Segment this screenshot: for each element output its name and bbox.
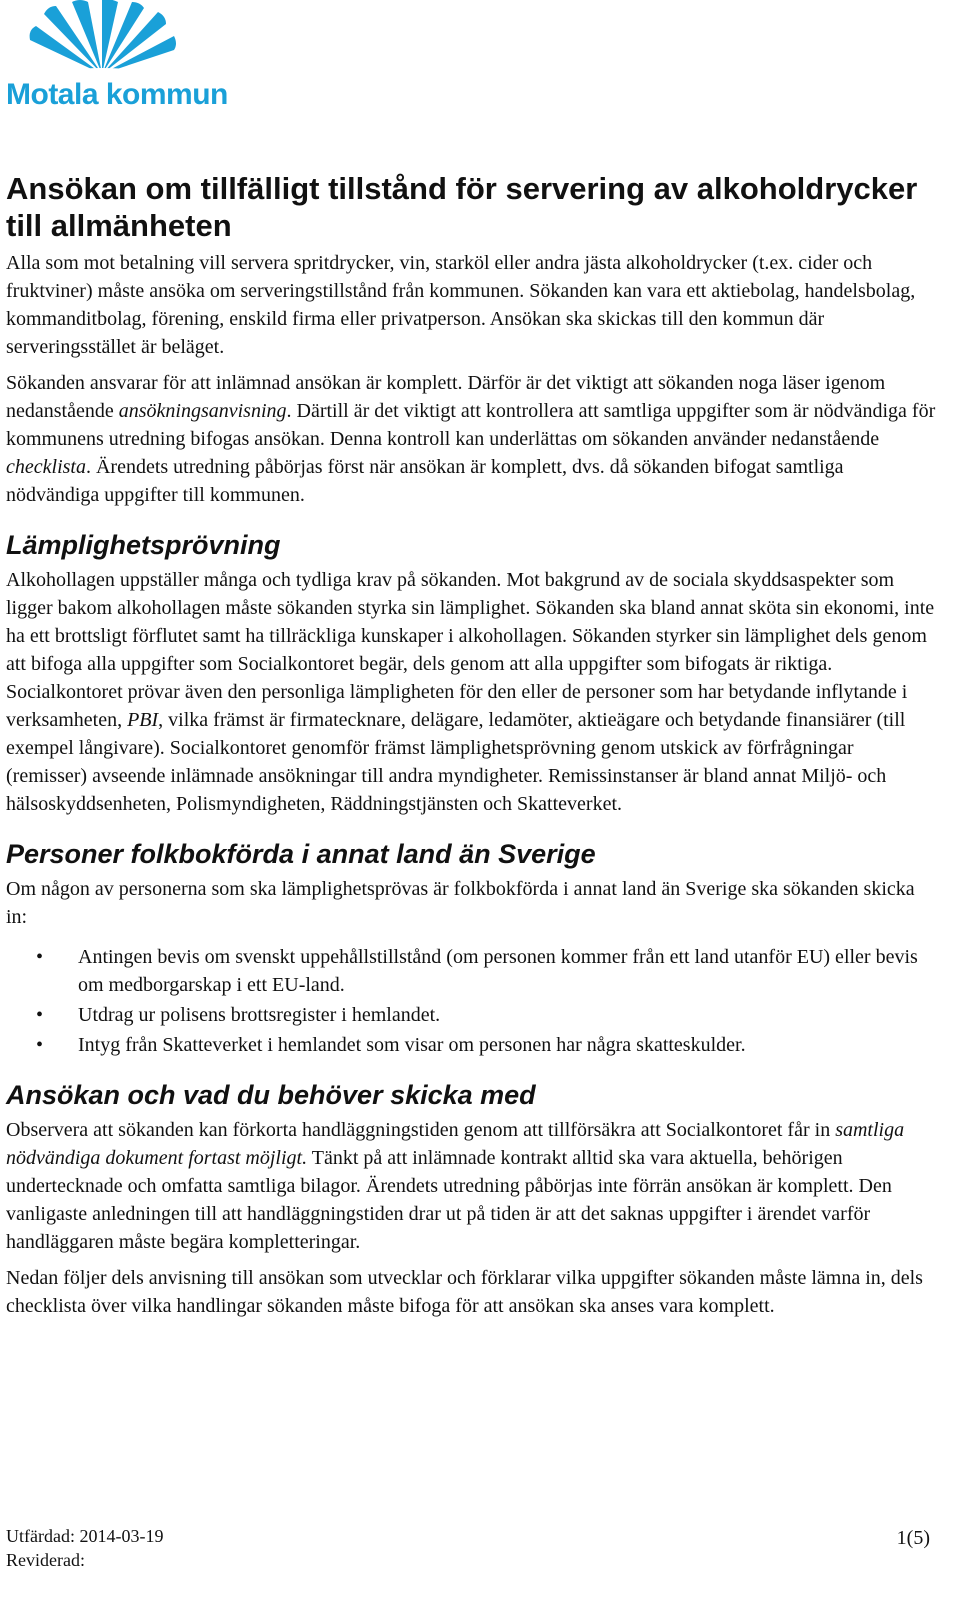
intro-paragraph: Alla som mot betalning vill servera spritdrycker, vin, starköl eller andra jästa alkoholdrycker (t.ex. cider och fruktviner) måste ansöka om serveringstillstånd från kommunen. Sökanden kan vara ett aktiebolag, handelsbolag, kommanditbolag, förening, enskild firma eller privatperson. Ansökan ska skickas till den kommun där serveringsstället är beläget.	[6, 252, 916, 358]
bullet-icon: •	[36, 1034, 44, 1056]
suitability-heading: Lämplighetsprövning	[6, 530, 281, 560]
document-body	[6, 170, 936, 1320]
list-item	[6, 1031, 936, 1059]
logo-wordmark: Motala kommun	[6, 78, 228, 111]
suitability-text-2: , vilka främst är firmatecknare, delägare, ledamöter, aktieägare och betydande finansiärer (till exempel långivare). Socialkontoret genomför främst lämplighetsprövning genom utskick av förfrågningar (remisser) avseende inlämnade ansökningar till andra myndigheter. Remissinstanser är bland annat Miljö- och hälsoskyddsenheten, Polismyndigheten, Räddningstjänsten och Skatteverket.	[6, 709, 906, 815]
all-documents-emphasis: samtliga nödvändiga dokument fortast möjligt.	[6, 1119, 905, 1169]
instructions-text-1: Sökanden ansvarar för att inlämnad ansökan är komplett. Därför är det viktigt att sökanden noga läser igenom nedanstående	[6, 372, 886, 422]
instructions-text-3: . Ärendets utredning påbörjas först när ansökan är komplett, dvs. då sökanden bifogat samtliga nödvändiga uppgifter till kommunen.	[6, 456, 844, 506]
list-item	[6, 1001, 936, 1029]
bullet-icon: •	[36, 946, 44, 968]
pbi-term: PBI	[127, 709, 159, 731]
application-text-1: Observera att sökanden kan förkorta handläggningstiden genom att tillförsäkra att Socialkontoret får in	[6, 1119, 836, 1141]
logo-rays-icon	[22, 0, 182, 78]
list-item-text: Utdrag ur polisens brottsregister i hemlandet.	[78, 1004, 441, 1026]
page-number: 1(5)	[896, 1527, 930, 1549]
footer-dates	[6, 1524, 163, 1572]
list-item-text: Intyg från Skatteverket i hemlandet som visar om personen har några skatteskulder.	[78, 1034, 746, 1056]
application-text-2: Tänkt på att inlämnade kontrakt alltid ska vara aktuella, behörigen undertecknade och omfatta samtliga bilagor. Ärendets utredning påbörjas inte förrän ansökan är komplett. Den vanligaste anledningen till att handläggningstiden drar ut på tiden är att det saknas uppgifter i ärendet varför handläggaren måste begära kompletteringar.	[6, 1147, 892, 1253]
instructions-text-2: . Därtill är det viktigt att kontrollera att samtliga uppgifter som är nödvändiga för kommunens utredning bifogas ansökan. Denna kontroll kan underlättas om sökanden använder nedanstående	[6, 400, 936, 450]
foreign-residents-heading: Personer folkbokförda i annat land än Sverige	[6, 839, 596, 869]
suitability-paragraph	[6, 566, 936, 818]
instructions-paragraph	[6, 369, 936, 509]
application-guide-term: ansökningsanvisning	[118, 400, 287, 422]
document-title: Ansökan om tillfälligt tillstånd för servering av alkoholdrycker till allmänheten	[6, 171, 918, 243]
application-paragraph-2: Nedan följer dels anvisning till ansökan som utvecklar och förklarar vilka uppgifter sökanden måste lämna in, dels checklista över vilka handlingar sökanden måste bifoga för att ansökan ska anses vara komplett.	[6, 1267, 923, 1317]
list-item-text: Antingen bevis om svenskt uppehållstillstånd (om personen kommer från ett land utanför EU) eller bevis om medborgarskap i ett EU-land.	[78, 946, 918, 996]
issued-date: Utfärdad: 2014-03-19	[6, 1526, 164, 1546]
revised-date: Reviderad:	[6, 1550, 85, 1570]
foreign-residents-list	[6, 943, 936, 1059]
checklist-term: checklista	[6, 456, 86, 478]
application-paragraph-1	[6, 1116, 936, 1256]
application-heading: Ansökan och vad du behöver skicka med	[6, 1080, 536, 1110]
bullet-icon: •	[36, 1004, 44, 1026]
foreign-residents-intro: Om någon av personerna som ska lämplighetsprövas är folkbokförda i annat land än Sverige ska sökanden skicka in:	[6, 878, 915, 928]
suitability-text-1: Alkohollagen uppställer många och tydliga krav på sökanden. Mot bakgrund av de sociala skyddsaspekter som ligger bakom alkohollagen måste sökanden styrka sin lämplighet. Sökanden ska bland annat sköta sin ekonomi, inte ha ett brottsligt förflutet samt ha tillräckliga kunskaper i alkohollagen. Sökanden styrker sin lämplighet dels genom att bifoga alla uppgifter som Socialkontoret begär, dels genom att alla uppgifter som bifogats är riktiga. Socialkontoret prövar även den personliga lämpligheten för den eller de personer som har betydande inflytande i verksamheten,	[6, 569, 935, 731]
municipality-logo	[4, 0, 228, 115]
list-item	[6, 943, 936, 999]
